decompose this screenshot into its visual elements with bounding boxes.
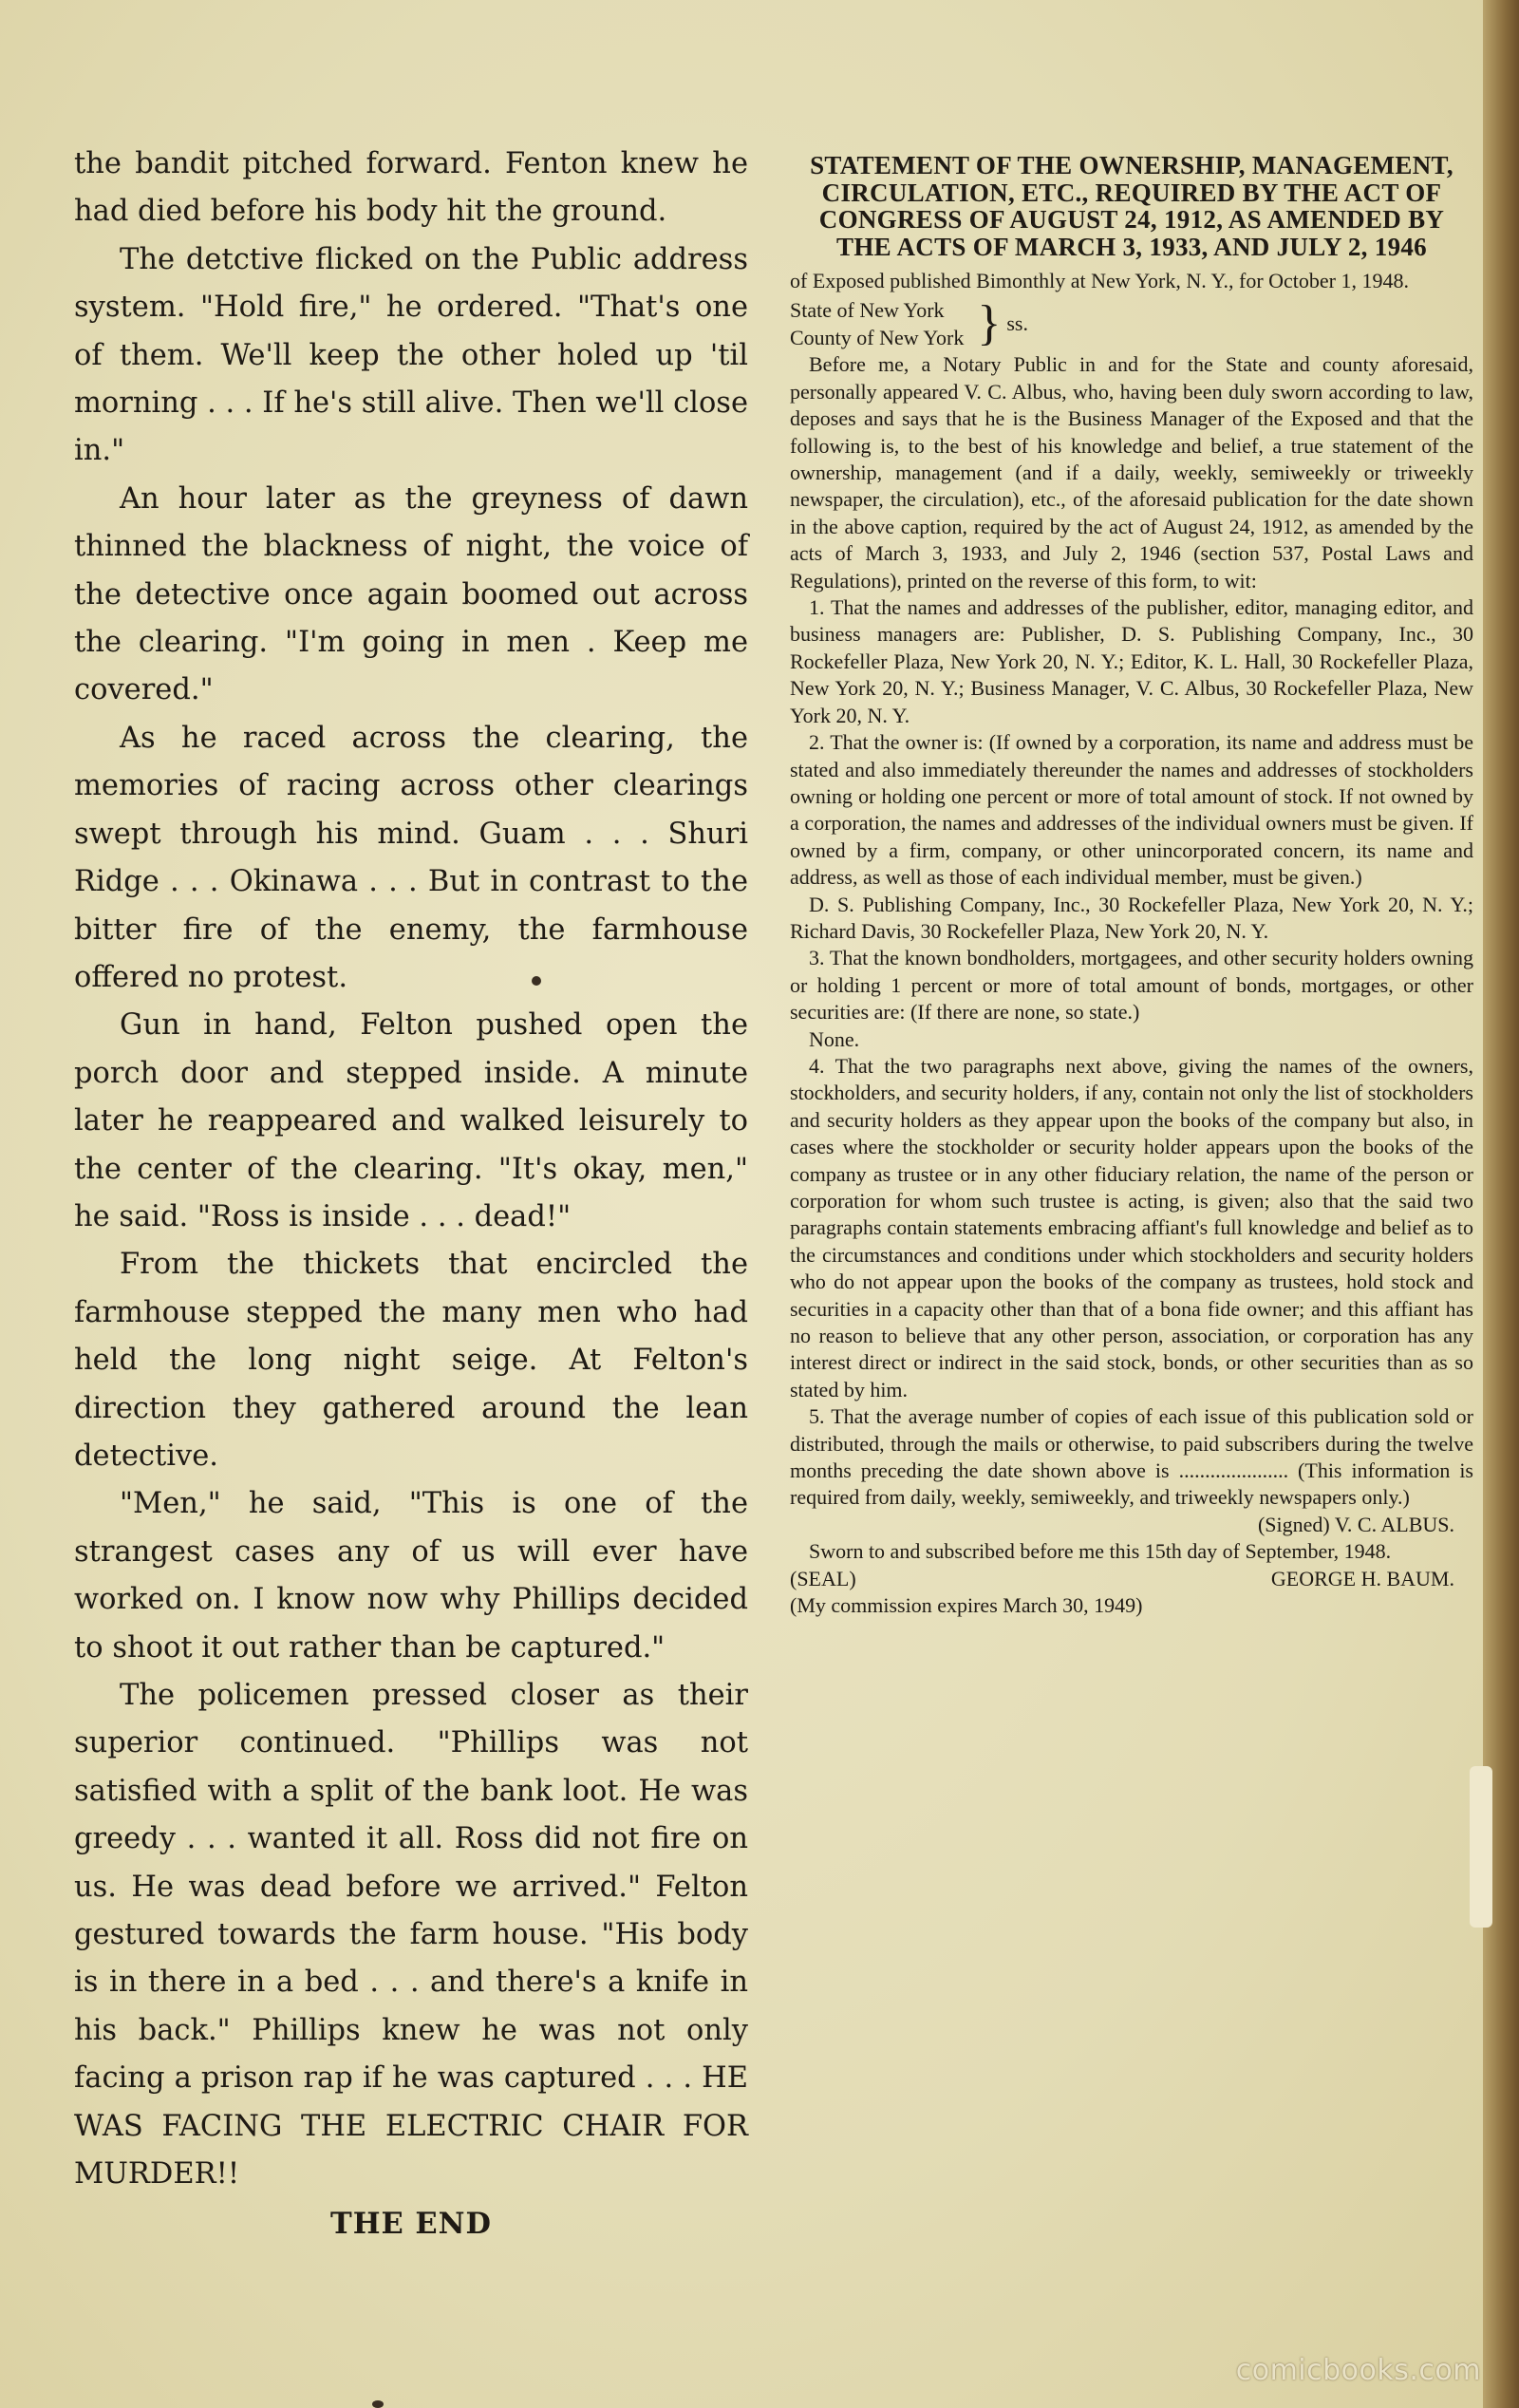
statement-heading: STATEMENT OF THE OWNERSHIP, MANAGEMENT, CIRCULATION, ETC., REQUIRED BY THE ACT OF CONGRESS OF AUGUST 24, 1912, AS AMENDED BY THE ACTS OF MARCH 3, 1933, AND JULY 2, 1946 xyxy=(810,151,1453,261)
ink-speck xyxy=(372,2400,384,2408)
brace-glyph: } xyxy=(977,296,1002,351)
statement-paragraph: 2. That the owner is: (If owned by a corporation, its name and address must be stated and also immediately thereunder the names and addresses of stockholders owning or holding one percent or more of total amount of stock. If not owned by a corporation, the names and addresses of the individual owners must be given. If owned by a firm, company, or other unincorporated concern, its name and address, as well as those of each individual member, must be given.) xyxy=(790,730,1473,890)
statement-paragraph: None. xyxy=(809,1026,860,1051)
story-paragraph: An hour later as the greyness of dawn thinned the blackness of night, the voice of the detective once again boomed out across the clearing. "I'm going in men . Keep me covered." xyxy=(74,481,748,707)
venue-ss: ss. xyxy=(1006,311,1028,336)
statement-paragraph: Before me, a Notary Public in and for the State and county aforesaid, personally appeared V. C. Albus, who, having been duly sworn according to law, deposes and says that he is the Business Manager of the Exposed and that the following is, to the best of his knowledge and belief, a true statement of the ownership, management (and if a daily, weekly, semiweekly or triweekly newspaper, the circulation), etc., of the aforesaid publication for the date shown in the above caption, required by the act of August 24, 1912, as amended by the acts of March 3, 1933, and July 2, 1946 (section 537, Postal Laws and Regulations), printed on the reverse of this form, to wit: xyxy=(790,352,1473,593)
seal-label: (SEAL) xyxy=(790,1566,856,1590)
statement-paragraph: 3. That the known bondholders, mortgagees, and other security holders owning or holding 1 percent or more of total amount of bonds, mortgages, or other securities are: (If there are none, so state.) xyxy=(790,946,1473,1025)
story-paragraph: As he raced across the clearing, the memories of racing across other clearings swept through his mind. Guam . . . Shuri Ridge . . . Okinawa . . . But in contrast to the bitter fire of the enemy, the farmhouse offered no protest. xyxy=(74,721,748,994)
venue-state: State of New York xyxy=(790,298,945,323)
statement-paragraph: 5. That the average number of copies of each issue of this publication sold or distributed, through the mails or otherwise, to paid subscribers during the twelve months preceding the date shown above is ..................... (This information is required from daily, weekly, semiweekly, and triweekly newspapers only.) xyxy=(790,1404,1473,1510)
story-paragraph: The policemen pressed closer as their superior continued. "Phillips was not satisfied with a split of the bank loot. He was greedy . . . wanted it all. Ross did not fire on us. He was dead before we arrived." Felton gestured towards the farm house. "His body is in there in a bed . . . and there's a knife in his back." Phillips knew he was not only facing a prison rap if he was captured . . . HE WAS FACING THE ELECTRIC CHAIR FOR MURDER!! xyxy=(74,1679,748,2192)
notary-name: GEORGE H. BAUM. xyxy=(1270,1566,1454,1590)
story-column xyxy=(74,141,748,2248)
statement-paragraph: 1. That the names and addresses of the publisher, editor, managing editor, and business managers are: Publisher, D. S. Publishing Company, Inc., 30 Rockefeller Plaza, New York 20, N. Y.; Editor, K. L. Hall, 30 Rockefeller Plaza, New York 20, N. Y.; Business Manager, V. C. Albus, 30 Rockefeller Plaza, New York 20, N. Y. xyxy=(790,595,1473,727)
story-paragraph: "Men," he said, "This is one of the strangest cases any of us will ever have worked on. I know now why Phillips decided to shoot it out rather than be captured." xyxy=(74,1487,748,1665)
commission-line: (My commission expires March 30, 1949) xyxy=(790,1593,1143,1618)
sworn-line: Sworn to and subscribed before me this 15th day of September, 1948. xyxy=(809,1539,1392,1564)
the-end-label: THE END xyxy=(330,2207,492,2242)
story-paragraph: The detctive flicked on the Public address system. "Hold fire," he ordered. "That's one of them. We'll keep the other holed up 'til morning . . . If he's still alive. Then we'll close in." xyxy=(74,242,749,468)
story-paragraph: Gun in hand, Felton pushed open the porch door and stepped inside. A minute later he reappeared and walked leisurely to the center of the clearing. "It's okay, men," he said. "Ross is inside . . . dead!" xyxy=(74,1008,748,1233)
signature-line: (Signed) V. C. ALBUS. xyxy=(1257,1512,1454,1536)
venue-county: County of New York xyxy=(790,326,965,350)
story-paragraph: From the thickets that encircled the farmhouse stepped the many men who had held the long night seige. At Felton's direction they gathered around the lean detective. xyxy=(74,1248,748,1473)
watermark: comicbooks.com xyxy=(1235,2354,1481,2387)
page-tear xyxy=(1470,1766,1492,1928)
ink-speck xyxy=(532,976,541,986)
statement-paragraph: D. S. Publishing Company, Inc., 30 Rockefeller Plaza, New York 20, N. Y.; Richard Davis, 30 Rockefeller Plaza, New York 20, N. Y. xyxy=(790,892,1473,943)
statement-intro: of Exposed published Bimonthly at New York, N. Y., for October 1, 1948. xyxy=(790,269,1410,292)
binding-edge xyxy=(1483,0,1519,2408)
statement-paragraph: 4. That the two paragraphs next above, giving the names of the owners, stockholders, and security holders, if any, contain not only the list of stockholders and security holders as they appear upon the books of the company but also, in cases where the stockholder or security holder appears upon the books of the company as trustee or in any other fiduciary relation, the name of the person or corporation for whom such trustee is acting, is given; also that the said two paragraphs contain statements embracing affiant's full knowledge and belief as to the circumstances and conditions under which stockholders and security holders who do not appear upon the books of the company as trustees, hold stock and securities in a capacity other than that of a bona fide owner; and this affiant has no reason to believe that any other person, association, or corporation has any interest direct or indirect in the said stock, bonds, or other securities than as so stated by him. xyxy=(790,1053,1473,1402)
venue-block xyxy=(790,296,1473,351)
ownership-statement xyxy=(790,152,1473,1620)
story-paragraph: the bandit pitched forward. Fenton knew he had died before his body hit the ground. xyxy=(74,147,748,229)
seal-row xyxy=(790,1566,1473,1592)
